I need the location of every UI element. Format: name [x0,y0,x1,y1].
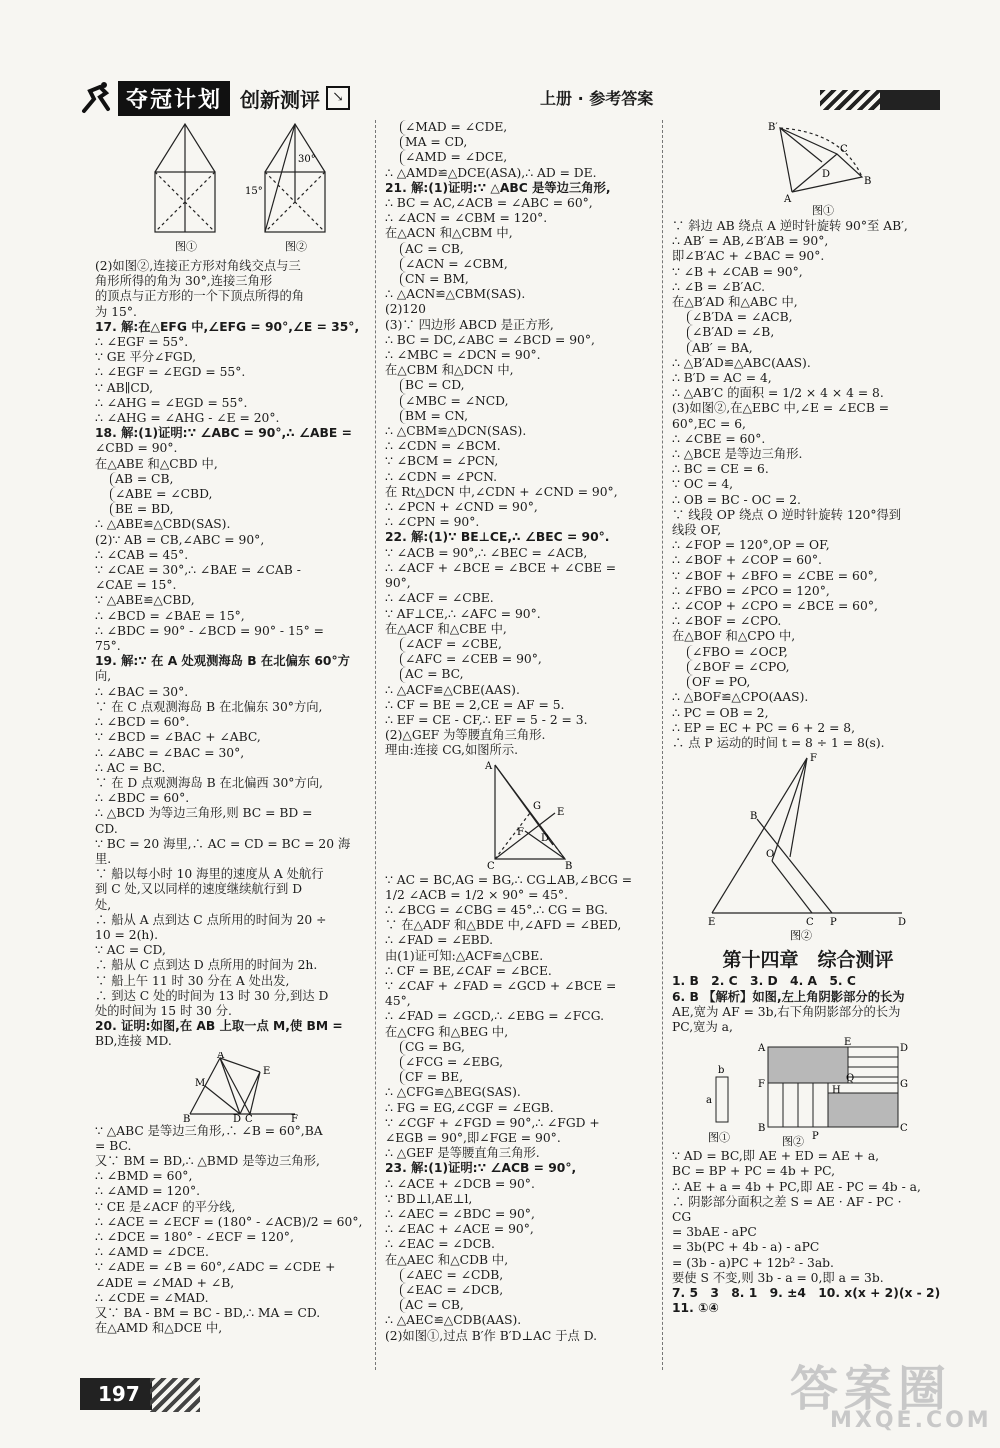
solution-line: ∵ CE 是∠ACF 的平分线, [95,1199,236,1214]
fig-point-label: B [864,176,872,187]
solution-line: ∠MAD = ∠CDE, [400,120,650,135]
solution-line: 向, [95,669,112,684]
solution-text [385,120,650,759]
solution-line: ∴ BC = DC,∠ABC = ∠BCD = 90°, [385,332,595,347]
solution-line: ∠MBC = ∠NCD, [400,394,650,409]
solution-line: ∴ ∠PCN + ∠CND = 90°, [385,500,538,515]
solution-line: ∵ ∠CGF + ∠FGD = 90°,∴ ∠FGD + [385,1115,600,1130]
solution-line: 里. [95,851,112,866]
solution-line: ∴ △GEF 是等腰直角三角形. [385,1146,540,1161]
solution-line: (2)如图①,过点 B′作 B′D⊥AC 于点 D. [385,1328,598,1343]
solution-line: ∠ABE = ∠CBD, [110,487,365,502]
solution-line: ∵ GE 平分∠FGD, [95,350,197,365]
fig-point-label: E [263,1065,271,1077]
solution-line: ∴ ∠EGF = ∠EGD = 55°. [95,365,246,380]
figure-equilateral-triangle [95,1052,365,1122]
fig-point-label: B [758,1123,766,1135]
solution-line: ∴ △BCD 为等边三角形,则 BC = BD = [95,806,313,821]
solution-line: ∴ △ACN≌△CBM(SAS). [385,287,526,302]
fig-point-label: A [758,1043,766,1055]
question-line: 23. 解:(1)证明:∵ ∠ACB = 90°, [385,1161,577,1176]
fig-point-label: P [812,1131,819,1143]
fig-point-label: C [487,860,495,871]
fig-point-label: Q [846,1073,855,1085]
fig-caption: 图① [708,1131,730,1145]
solution-line: AE,宽为 AF = 3b,右下角阴影部分的长为 [672,1004,901,1019]
fig-caption: 图① [812,204,834,217]
solution-line: ∴ △AEC≌△CDB(AAS). [385,1313,522,1328]
fig-point-label: B [750,811,758,823]
solution-line: ∴ ∠BDC = 90° - ∠BCD = 90° - 15° = [95,623,324,638]
solution-line: 处, [95,897,112,912]
solution-line: ∴ ∠CPN = 90°. [385,515,480,530]
watermark-main: 答案圈 [790,1361,953,1417]
solution-line: 由(1)证可知:△ACF≌△CBE. [385,948,544,963]
figure-rotation-triangle [672,122,944,217]
brand-logo [80,80,350,116]
solution-line: ∴ ∠ACN = ∠CBM = 120°. [385,211,548,226]
solution-line: ∵ 在 C 点观测海岛 B 在北偏东 30°方向, [95,699,323,714]
watermark [790,1350,990,1440]
solution-line: ∴ △BCE 是等边三角形. [672,447,803,462]
brand-subtitle: 创新测评 [240,87,321,112]
solution-line: ∠ADE = ∠MAD + ∠B, [95,1275,235,1290]
fig-point-label: D [822,169,831,180]
solution-line: ∴ ∠ACF = ∠CBE. [385,591,494,606]
solution-line: ∠AFC = ∠CEB = 90°, [400,652,650,667]
solution-line: 又∵ BM = BD,∴ △BMD 是等边三角形, [95,1153,320,1168]
solution-line: ∴ ∠BOF = ∠CPO. [672,614,782,629]
solution-line: 线段 OF, [672,523,722,538]
solution-line: ∴ △BOF≌△CPO(AAS). [672,690,809,705]
solution-line: BM = CN, [400,409,650,424]
fig-point-label: O [766,849,775,861]
solution-line: ∴ 船从 A 点到达 C 点所用的时间为 20 ÷ [95,912,327,927]
solution-line: ∴ ∠BDC = 60°. [95,791,190,806]
solution-line: ∴ ∠BCD = ∠BAE = 15°, [95,608,245,623]
solution-line: ∴ △B′AD≌△ABC(AAS). [672,355,811,370]
solution-line: ∵ ∠ACB = 90°,∴ ∠BEC = ∠ACB, [385,545,588,560]
solution-line: ∵ ∠BOF + ∠BFO = ∠CBE = 60°, [672,568,878,583]
question-line: 21. 解:(1)证明:∵ △ABC 是等边三角形, [385,180,611,195]
solution-line: ∴ ∠ACF + ∠BCE = ∠BCE + ∠CBE = [385,560,617,575]
fig-point-label: A [485,760,493,772]
solution-line: ∴ △CBM≌△DCN(SAS). [385,424,527,439]
solution-line: 75°. [95,639,121,654]
solution-line: ∵ ∠CAF + ∠FAD = ∠GCD + ∠BCE = [385,978,617,993]
solution-line: ∴ ∠COP + ∠CPO = ∠BCE = 60°, [672,599,878,614]
fig-caption: 图② [782,1135,804,1148]
solution-line: ∴ 点 P 运动的时间 t = 8 ÷ 1 = 8(s). [672,735,885,750]
solution-line: ∵ △ABC 是等边三角形,∴ ∠B = 60°,BA [95,1123,323,1138]
figure-right-triangle [385,761,650,871]
solution-line: ∵ 船上午 11 时 30 分在 A 处出发, [95,973,290,988]
solution-line: ∴ ∠FBO = ∠PCO = 120°, [672,583,830,598]
solution-line: 10 = 2(h). [95,927,159,942]
fig-point-label: F [810,753,817,765]
figure-square-triangles [95,122,365,257]
fig-point-label: A [217,1051,225,1061]
fig-caption: 图② [285,240,307,253]
solution-text [385,873,650,1344]
figure-rotation-segment [672,753,944,943]
question-line: 11. ①④ [672,1301,719,1316]
fig-point-label: C [840,144,848,155]
solution-line: 要使 S 不变,则 3b - a = 0,即 a = 3b. [672,1270,884,1285]
solution-line: ∠CAE = 15°. [95,578,177,593]
solution-text [672,1149,944,1316]
solution-line: BE = BD, [110,502,365,517]
solution-line: 角形所得的角为 30°,连接三角形 [95,274,273,289]
question-line: 22. 解:(1)∵ BE⊥CE,∴ ∠BEC = 90°. [385,530,610,545]
solution-line: ∵ ∠B + ∠CAB = 90°, [672,264,803,279]
answer-column-1 [95,120,365,1336]
fig-point-label: D [900,1043,909,1055]
solution-line: MA = CD, [400,135,650,150]
solution-line: ∴ AE + a = 4b + PC,即 AE - PC = 4b - a, [672,1179,921,1194]
solution-line: ∠B′DA = ∠ACB, [687,310,944,325]
chapter-title: 第十四章 综合测评 [722,949,894,972]
fig-point-label: B [183,1113,191,1122]
solution-line: 处的时间为 15 时 30 分. [95,1003,232,1018]
solution-line: ∵ BD⊥l,AE⊥l, [385,1191,473,1206]
fig-point-label: F [291,1113,298,1122]
solution-line: ∴ ∠CDN = ∠PCN. [385,469,498,484]
fig-point-label: a [706,1095,712,1107]
fig-point-label: B′ [768,122,778,133]
column-divider [375,120,376,1370]
solution-line: ∴ 到达 C 处的时间为 13 时 30 分,到达 D [95,988,329,1003]
solution-line: 在△AEC 和△CDB 中, [385,1252,509,1267]
solution-line: (2)120 [385,302,426,317]
solution-line: ∴ ∠FAD = ∠EBD. [385,933,494,948]
solution-line: ∵ 在 D 点观测海岛 B 在北偏西 30°方向, [95,775,323,790]
solution-line: ∵ AB∥CD, [95,380,154,395]
solution-line: (2)△GEF 为等腰直角三角形. [385,728,546,743]
solution-line: ∴ ∠AMD = 120°. [95,1184,201,1199]
solution-line: ∵ ∠ADE = ∠B = 60°,∠ADC = ∠CDE + [95,1260,336,1275]
solution-line: ∴ ∠CDE = ∠MAD. [95,1290,209,1305]
solution-line: 90°, [385,576,411,591]
solution-line: BC = BP + PC = 4b + PC, [672,1164,835,1179]
solution-line: 1/2 ∠ACB = 1/2 × 90° = 45°. [385,887,568,902]
solution-line: ∴ △CFG≌△BEG(SAS). [385,1085,521,1100]
solution-line: ∴ ∠AHG = ∠EGD = 55°. [95,395,248,410]
solution-line: ∴ △ACF≌△CBE(AAS). [385,682,520,697]
answer-column-2 [385,120,650,1344]
fig-point-label: E [557,806,565,818]
fig-point-label: D [898,917,907,929]
solution-line: 又∵ BA - BM = BC - BD,∴ MA = CD. [95,1306,321,1320]
question-line: 6. B 【解析】如图,左上角阴影部分的长为 [672,989,905,1004]
solution-line: (3)∵ 四边形 ABCD 是正方形, [385,317,554,332]
solution-line: ∴ ∠AMD = ∠DCE. [95,1245,209,1260]
solution-line: ∠BOF = ∠CPO, [687,660,944,675]
question-line: 19. 解:∵ 在 A 处观测海岛 B 在北偏东 60°方 [95,654,350,669]
fig-point-label: G [533,800,541,812]
solution-line: ∴ ∠EAC = ∠DCB. [385,1237,495,1252]
solution-line: 在△CFG 和△BEG 中, [385,1024,509,1039]
solution-line: ∵ 船以每小时 10 海里的速度从 A 处航行 [95,867,324,882]
solution-line: ∵ BC = 20 海里,∴ AC = CD = BC = 20 海 [95,836,351,851]
solution-line: ∵ 线段 OP 绕点 O 逆时针旋转 120°得到 [672,507,902,522]
solution-line: ∵ △ABE≌△CBD, [95,593,195,608]
solution-line: ∴ EP = EC + PC = 6 + 2 = 8, [672,720,856,735]
solution-line: 在△ABE 和△CBD 中, [95,456,218,471]
fig-point-label: F [758,1079,765,1091]
solution-line: ∴ 船从 C 点到达 D 点所用的时间为 2h. [95,958,318,973]
solution-line: BD,连接 MD. [95,1034,172,1049]
solution-line: ∴ ∠B = ∠B′AC. [672,279,766,294]
watermark-url: MXQE.COM [830,1408,992,1433]
fig-angle-label: 30° [298,154,316,165]
solution-text [672,219,944,751]
solution-line: PC,宽为 a, [672,1019,733,1034]
solution-line: ∴ ∠BCD = 60°. [95,715,190,730]
fig-point-label: C [245,1113,253,1122]
solution-line: (2)如图②,连接正方形对角线交点与三 [95,259,301,273]
solution-line: ∵ 在△ADF 和△BDE 中,∠AFD = ∠BED, [385,918,622,933]
solution-line: ∴ AB′ = AB,∠B′AB = 90°, [672,234,829,249]
question-line: 1. B 2. C 3. D 4. A 5. C [672,974,856,989]
page-number-badge [80,1378,180,1412]
solution-line: 在△ACF 和△CBE 中, [385,621,507,636]
solution-line: ∴ PC = OB = 2, [672,705,769,720]
solution-line: ∴ ∠AEC = ∠BDC = 90°, [385,1207,535,1221]
solution-line: ∠ACF = ∠CBE, [400,637,650,652]
solution-line: ∠AMD = ∠DCE, [400,150,650,165]
solution-line: = 3bAE - aPC [672,1225,757,1240]
solution-line: ∴ B′D = AC = 4, [672,371,772,386]
solution-line: = (3b - a)PC + 12b² - 3ab. [672,1255,834,1270]
fig-point-label: M [195,1077,206,1089]
header-bar [880,90,940,110]
solution-line: ∵ AC = CD, [95,943,166,958]
page-number: 197 [80,1378,152,1410]
solution-line: ∵ ∠CAE = 30°,∴ ∠BAE = ∠CAB - [95,563,301,578]
solution-line: ∴ FG = EG,∠CGF = ∠EGB. [385,1100,554,1115]
solution-line: OF = PO, [687,675,944,690]
solution-line: ∴ 阴影部分面积之差 S = AE · AF - PC · [672,1194,902,1209]
figure-rectangle-area [672,1037,944,1147]
fig-point-label: A [784,194,792,205]
fig-point-label: E [708,917,716,929]
question-line: 17. 解:在△EFG 中,∠EFG = 90°,∠E = 35°, [95,319,360,334]
solution-line: ∴ ∠AHG = ∠AHG - ∠E = 20°. [95,411,280,426]
answer-column-3 [672,120,944,1316]
solution-line: ∴ ∠BMD = 60°, [95,1169,193,1184]
solution-line: ∵ 斜边 AB 绕点 A 逆时针旋转 90°至 AB′, [672,219,908,233]
page-header [80,80,940,116]
question-line: 7. 5 3 8. 1 9. ±4 10. x(x + 2)(x - 2) [672,1285,941,1300]
solution-line: ∴ ∠FOP = 120°,OP = OF, [672,538,830,553]
solution-line: ∴ CF = BE = 2,CE = AF = 5. [385,697,565,712]
solution-text [95,259,365,1050]
solution-line: ∴ ∠FAD = ∠GCD,∴ ∠EBG = ∠FCG. [385,1009,604,1024]
solution-line: ∴ ∠EAC + ∠ACE = 90°, [385,1222,534,1237]
solution-line: = 3b(PC + 4b - a) - aPC [672,1240,820,1255]
solution-line: ∴ BC = CE = 6. [672,462,769,477]
solution-line: 即∠B′AC + ∠BAC = 90°. [672,249,825,264]
solution-line: ∵ AC = BC,AG = BG,∴ CG⊥AB,∠BCG = [385,872,633,887]
solution-line: ∠AEC = ∠CDB, [400,1268,650,1283]
solution-line: ∵ AF⊥CE,∴ ∠AFC = 90°. [385,606,541,621]
runner-logo-icon [80,81,114,115]
solution-line: ∠FCG = ∠EBG, [400,1055,650,1070]
solution-line: ∠EGB = 90°,即∠FGE = 90°. [385,1130,561,1145]
fig-point-label: D [233,1113,242,1122]
solution-line: ∠ACN = ∠CBM, [400,257,650,272]
solution-line: ∴ ∠BAC = 30°. [95,684,189,699]
solution-line: ∴ CF = BE,∠CAF = ∠BCE. [385,963,552,978]
solution-text [95,1124,365,1337]
page-number-stripe [150,1378,200,1412]
solution-line: ∴ △ABE≌△CBD(SAS). [95,517,231,532]
solution-line: 到 C 处,又以同样的速度继续航行到 D [95,882,303,897]
fig-angle-label: 15° [245,186,263,197]
fig-caption: 图① [175,240,197,253]
solution-line: 在△CBM 和△DCN 中, [385,363,514,378]
solution-line: ∴ ∠CDN = ∠BCM. [385,439,501,454]
solution-line: 在△BOF 和△CPO 中, [672,629,796,644]
solution-line: ∴ BC = AC,∠ACB = ∠ABC = 60°, [385,196,593,211]
solution-text [672,974,944,1035]
solution-line: ∵ ∠BCM = ∠PCN, [385,454,499,469]
solution-line: ∠CBD = 90°. [95,441,178,456]
question-line: 18. 解:(1)证明:∵ ∠ABC = 90°,∴ ∠ABE = [95,426,352,441]
solution-line: 在△AMD 和△DCE 中, [95,1321,223,1336]
fig-point-label: E [844,1037,852,1049]
solution-line: ∴ △AMD≌△DCE(ASA),∴ AD = DE. [385,165,597,180]
fig-point-label: C [806,917,814,929]
solution-line: ∴ ∠DCE = 180° - ∠ECF = 120°, [95,1229,294,1244]
fig-point-label: F [517,826,524,838]
solution-line: ∴ △AB′C 的面积 = 1/2 × 4 × 4 = 8. [672,386,884,401]
solution-line: AB′ = BA, [687,341,944,356]
solution-line: CF = BE, [400,1070,650,1085]
solution-line: ∠B′AD = ∠B, [687,325,944,340]
column-divider [662,120,663,1370]
solution-line: 理由:连接 CG,如图所示. [385,743,519,758]
solution-line: ∴ ∠BOF + ∠COP = 60°. [672,553,822,568]
solution-line: 60°,EC = 6, [672,416,746,431]
solution-line: 的顶点与正方形的一个下顶点所得的角 [95,289,305,304]
solution-line: AC = BC, [400,667,650,682]
solution-line: ∴ ∠MBC = ∠DCN = 90°. [385,348,541,363]
solution-line: ∴ ∠EGF = 55°. [95,335,189,350]
solution-line: CD. [95,821,118,836]
solution-line: ∴ ∠CBE = 60°. [672,431,766,446]
solution-line: AC = CB, [400,1298,650,1313]
fig-point-label: H [832,1085,841,1097]
check-icon: ↘ [326,86,350,110]
solution-line: CG [672,1209,692,1224]
fig-point-label: C [900,1123,908,1135]
fig-point-label: B [565,860,573,871]
solution-line: ∴ ∠CAB = 45°. [95,547,189,562]
solution-line: ∴ ∠ACE = ∠ECF = (180° - ∠ACB)/2 = 60°, [95,1214,363,1229]
solution-line: AC = CB, [400,242,650,257]
solution-line: BC = CD, [400,378,650,393]
solution-line: 在 Rt△DCN 中,∠CDN + ∠CND = 90°, [385,484,618,499]
solution-line: CG = BG, [400,1040,650,1055]
solution-line: = BC. [95,1138,132,1153]
solution-line: ∴ ∠BCG = ∠CBG = 45°.∴ CG = BG. [385,902,608,917]
solution-line: ∴ AC = BC. [95,760,166,775]
solution-line: ∠EAC = ∠DCB, [400,1283,650,1298]
fig-point-label: b [718,1065,725,1077]
solution-line: (2)∵ AB = CB,∠ABC = 90°, [95,532,265,547]
solution-line: (3)如图②,在△EBC 中,∠E = ∠ECB = [672,401,890,416]
solution-line: AB = CB, [110,472,365,487]
solution-line: 在△ACN 和△CBM 中, [385,226,513,241]
solution-line: ∵ ∠BCD = ∠BAC + ∠ABC, [95,730,261,745]
solution-line: ∵ AD = BC,即 AE + ED = AE + a, [672,1149,880,1164]
solution-line: ∴ EF = CE - CF,∴ EF = 5 - 2 = 3. [385,712,588,727]
fig-caption: 图② [790,929,812,943]
solution-line: 在△B′AD 和△ABC 中, [672,295,798,310]
solution-line: 45°, [385,994,411,1009]
fig-point-label: P [830,917,837,929]
solution-line: ∵ OC = 4, [672,477,734,492]
fig-point-label: D [541,832,550,844]
solution-line: ∴ OB = BC - OC = 2. [672,492,801,507]
section-title: 上册 · 参考答案 [540,89,654,108]
question-line: 20. 证明:如图,在 AB 上取一点 M,使 BM = [95,1019,343,1034]
brand-title: 夺冠计划 [118,81,230,116]
solution-line: 为 15°. [95,304,137,319]
solution-line: CN = BM, [400,272,650,287]
solution-line: ∴ ∠ABC = ∠BAC = 30°, [95,745,245,760]
solution-line: ∴ ∠ACE + ∠DCB = 90°. [385,1176,535,1191]
fig-point-label: G [900,1079,908,1091]
solution-line: ∠FBO = ∠OCP, [687,645,944,660]
